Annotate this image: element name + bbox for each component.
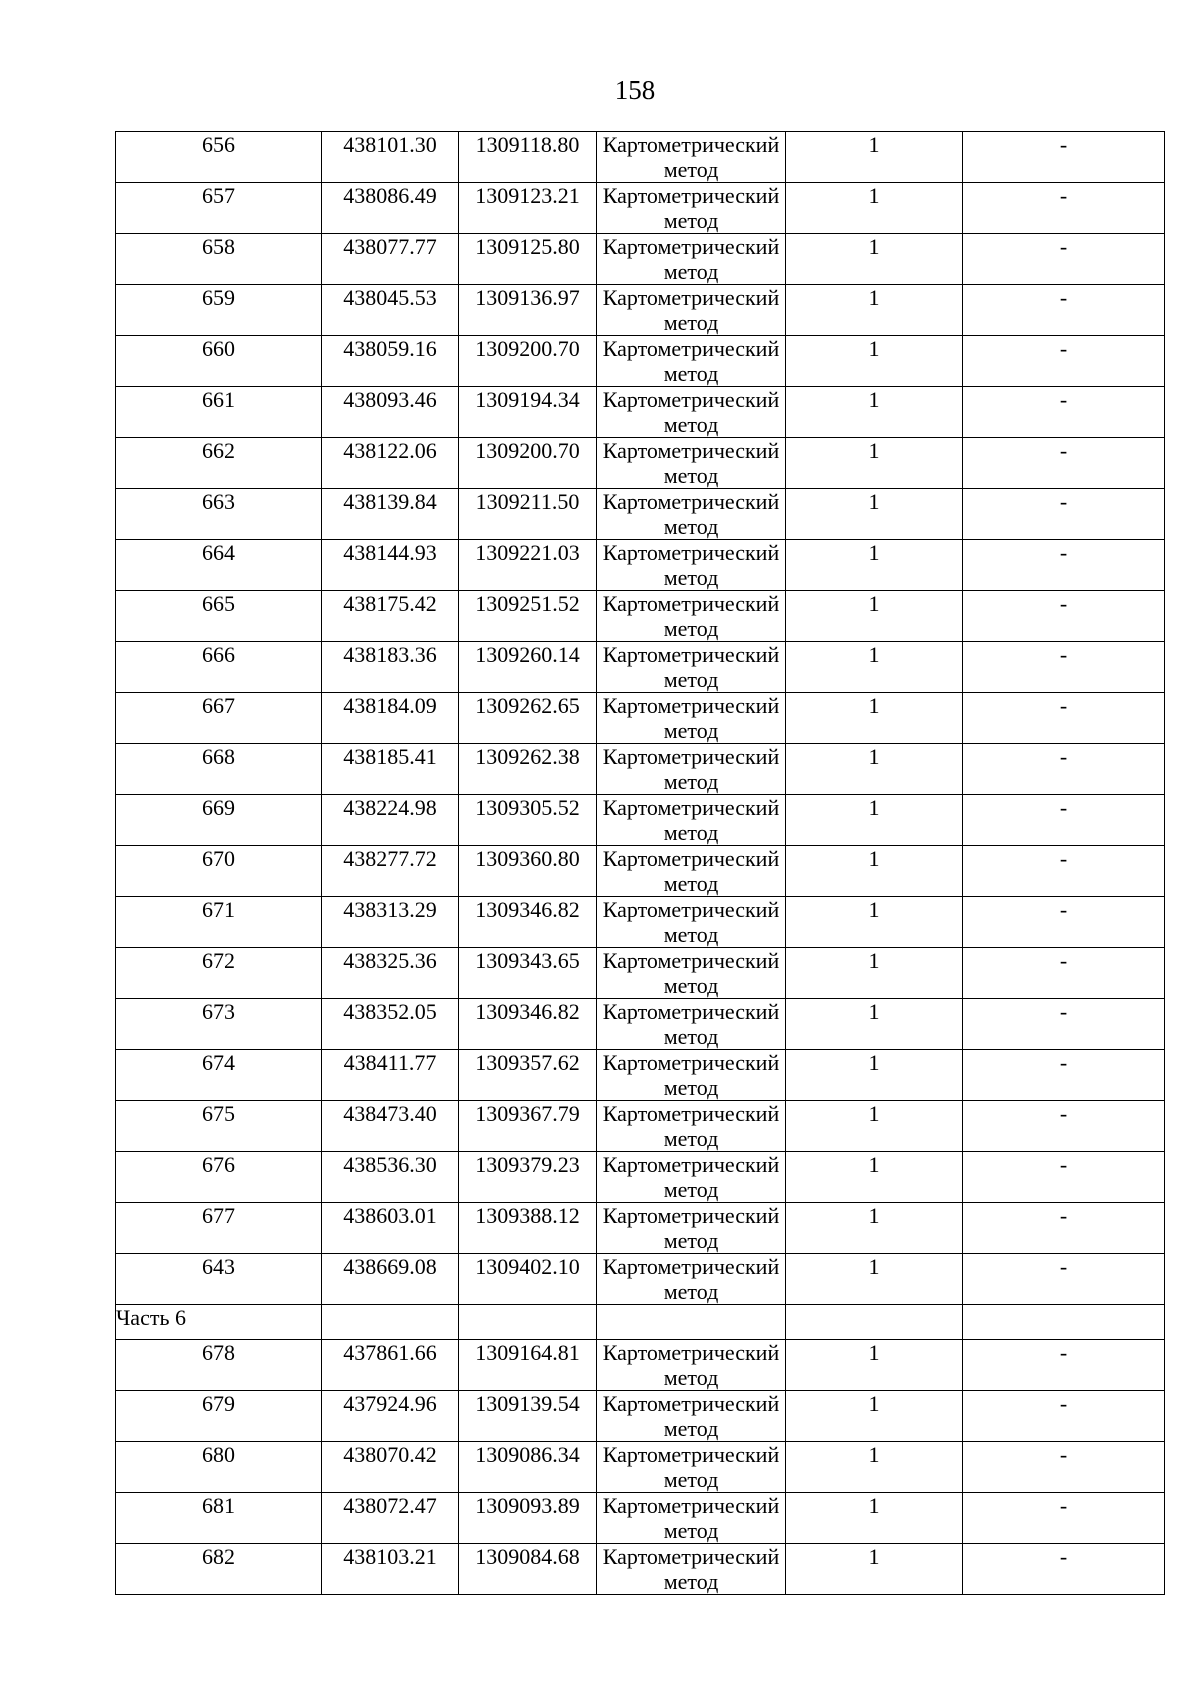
method-cell: Картометрический метод	[597, 1442, 786, 1493]
x-coordinate-cell: 438185.41	[322, 744, 459, 795]
table-row	[116, 489, 1165, 540]
y-coordinate-cell: 1309164.81	[459, 1340, 597, 1391]
table-body	[116, 132, 1165, 1595]
note-cell: -	[963, 642, 1165, 693]
table-row	[116, 948, 1165, 999]
table-row	[116, 591, 1165, 642]
method-cell: Картометрический метод	[597, 285, 786, 336]
x-coordinate-cell: 438183.36	[322, 642, 459, 693]
x-coordinate-cell: 438077.77	[322, 234, 459, 285]
x-coordinate-cell: 438122.06	[322, 438, 459, 489]
x-coordinate-cell: 438086.49	[322, 183, 459, 234]
y-coordinate-cell: 1309343.65	[459, 948, 597, 999]
value-cell: 1	[786, 489, 963, 540]
point-number-cell: 679	[116, 1391, 322, 1442]
note-cell: -	[963, 591, 1165, 642]
y-coordinate-cell: 1309360.80	[459, 846, 597, 897]
table-row	[116, 1391, 1165, 1442]
note-cell: -	[963, 540, 1165, 591]
x-coordinate-cell: 438059.16	[322, 336, 459, 387]
x-coordinate-cell: 438603.01	[322, 1203, 459, 1254]
page-number: 158	[614, 75, 656, 105]
y-coordinate-cell: 1309139.54	[459, 1391, 597, 1442]
y-coordinate-cell: 1309251.52	[459, 591, 597, 642]
y-coordinate-cell: 1309262.65	[459, 693, 597, 744]
table-row	[116, 183, 1165, 234]
value-cell: 1	[786, 591, 963, 642]
point-number-cell: 670	[116, 846, 322, 897]
y-coordinate-cell: 1309125.80	[459, 234, 597, 285]
note-cell: -	[963, 1442, 1165, 1493]
x-coordinate-cell: 438101.30	[322, 132, 459, 183]
table-row	[116, 1254, 1165, 1305]
point-number-cell: 664	[116, 540, 322, 591]
method-cell: Картометрический метод	[597, 999, 786, 1050]
x-coordinate-cell: 438184.09	[322, 693, 459, 744]
y-coordinate-cell: 1309136.97	[459, 285, 597, 336]
point-number-cell: 673	[116, 999, 322, 1050]
y-coordinate-cell: 1309123.21	[459, 183, 597, 234]
table-row	[116, 693, 1165, 744]
method-cell: Картометрический метод	[597, 489, 786, 540]
point-number-cell: 668	[116, 744, 322, 795]
note-cell: -	[963, 897, 1165, 948]
note-cell: -	[963, 1391, 1165, 1442]
method-cell: Картометрический метод	[597, 336, 786, 387]
y-coordinate-cell: 1309093.89	[459, 1493, 597, 1544]
note-cell: -	[963, 438, 1165, 489]
empty-cell	[786, 1305, 963, 1340]
value-cell: 1	[786, 183, 963, 234]
x-coordinate-cell: 438045.53	[322, 285, 459, 336]
point-number-cell: 676	[116, 1152, 322, 1203]
value-cell: 1	[786, 336, 963, 387]
point-number-cell: 666	[116, 642, 322, 693]
method-cell: Картометрический метод	[597, 948, 786, 999]
y-coordinate-cell: 1309260.14	[459, 642, 597, 693]
table-row	[116, 999, 1165, 1050]
table-row	[116, 1152, 1165, 1203]
point-number-cell: 681	[116, 1493, 322, 1544]
table-row	[116, 1203, 1165, 1254]
note-cell: -	[963, 489, 1165, 540]
y-coordinate-cell: 1309086.34	[459, 1442, 597, 1493]
x-coordinate-cell: 438313.29	[322, 897, 459, 948]
value-cell: 1	[786, 846, 963, 897]
table-row	[116, 795, 1165, 846]
method-cell: Картометрический метод	[597, 795, 786, 846]
method-cell: Картометрический метод	[597, 693, 786, 744]
value-cell: 1	[786, 693, 963, 744]
y-coordinate-cell: 1309118.80	[459, 132, 597, 183]
note-cell: -	[963, 1544, 1165, 1595]
y-coordinate-cell: 1309379.23	[459, 1152, 597, 1203]
y-coordinate-cell: 1309200.70	[459, 336, 597, 387]
table-row	[116, 1050, 1165, 1101]
table-row	[116, 540, 1165, 591]
method-cell: Картометрический метод	[597, 642, 786, 693]
method-cell: Картометрический метод	[597, 897, 786, 948]
y-coordinate-cell: 1309367.79	[459, 1101, 597, 1152]
table-row	[116, 132, 1165, 183]
y-coordinate-cell: 1309200.70	[459, 438, 597, 489]
note-cell: -	[963, 1203, 1165, 1254]
method-cell: Картометрический метод	[597, 1493, 786, 1544]
x-coordinate-cell: 437924.96	[322, 1391, 459, 1442]
table-row	[116, 438, 1165, 489]
value-cell: 1	[786, 999, 963, 1050]
value-cell: 1	[786, 132, 963, 183]
x-coordinate-cell: 438072.47	[322, 1493, 459, 1544]
note-cell: -	[963, 999, 1165, 1050]
empty-cell	[597, 1305, 786, 1340]
table-row	[116, 234, 1165, 285]
note-cell: -	[963, 948, 1165, 999]
y-coordinate-cell: 1309305.52	[459, 795, 597, 846]
empty-cell	[963, 1305, 1165, 1340]
point-number-cell: 656	[116, 132, 322, 183]
table-row	[116, 285, 1165, 336]
method-cell: Картометрический метод	[597, 1340, 786, 1391]
point-number-cell: 677	[116, 1203, 322, 1254]
y-coordinate-cell: 1309388.12	[459, 1203, 597, 1254]
y-coordinate-cell: 1309211.50	[459, 489, 597, 540]
x-coordinate-cell: 438536.30	[322, 1152, 459, 1203]
note-cell: -	[963, 336, 1165, 387]
value-cell: 1	[786, 1203, 963, 1254]
section-row	[116, 1305, 1165, 1340]
method-cell: Картометрический метод	[597, 1152, 786, 1203]
table-row	[116, 336, 1165, 387]
method-cell: Картометрический метод	[597, 591, 786, 642]
table-row	[116, 1101, 1165, 1152]
point-number-cell: 675	[116, 1101, 322, 1152]
value-cell: 1	[786, 285, 963, 336]
note-cell: -	[963, 846, 1165, 897]
y-coordinate-cell: 1309346.82	[459, 897, 597, 948]
value-cell: 1	[786, 387, 963, 438]
point-number-cell: 659	[116, 285, 322, 336]
value-cell: 1	[786, 1152, 963, 1203]
x-coordinate-cell: 438103.21	[322, 1544, 459, 1595]
table-row	[116, 387, 1165, 438]
method-cell: Картометрический метод	[597, 387, 786, 438]
value-cell: 1	[786, 234, 963, 285]
note-cell: -	[963, 132, 1165, 183]
note-cell: -	[963, 234, 1165, 285]
method-cell: Картометрический метод	[597, 1101, 786, 1152]
y-coordinate-cell: 1309346.82	[459, 999, 597, 1050]
note-cell: -	[963, 744, 1165, 795]
x-coordinate-cell: 438093.46	[322, 387, 459, 438]
section-label: Часть 6	[116, 1305, 322, 1340]
value-cell: 1	[786, 948, 963, 999]
point-number-cell: 671	[116, 897, 322, 948]
x-coordinate-cell: 438473.40	[322, 1101, 459, 1152]
value-cell: 1	[786, 1050, 963, 1101]
table-row	[116, 1493, 1165, 1544]
method-cell: Картометрический метод	[597, 540, 786, 591]
method-cell: Картометрический метод	[597, 234, 786, 285]
point-number-cell: 665	[116, 591, 322, 642]
x-coordinate-cell: 437861.66	[322, 1340, 459, 1391]
empty-cell	[322, 1305, 459, 1340]
empty-cell	[459, 1305, 597, 1340]
x-coordinate-cell: 438144.93	[322, 540, 459, 591]
method-cell: Картометрический метод	[597, 132, 786, 183]
y-coordinate-cell: 1309262.38	[459, 744, 597, 795]
point-number-cell: 672	[116, 948, 322, 999]
point-number-cell: 678	[116, 1340, 322, 1391]
y-coordinate-cell: 1309084.68	[459, 1544, 597, 1595]
point-number-cell: 662	[116, 438, 322, 489]
note-cell: -	[963, 387, 1165, 438]
value-cell: 1	[786, 744, 963, 795]
method-cell: Картометрический метод	[597, 183, 786, 234]
method-cell: Картометрический метод	[597, 1254, 786, 1305]
value-cell: 1	[786, 1254, 963, 1305]
note-cell: -	[963, 693, 1165, 744]
method-cell: Картометрический метод	[597, 1203, 786, 1254]
x-coordinate-cell: 438175.42	[322, 591, 459, 642]
value-cell: 1	[786, 897, 963, 948]
method-cell: Картометрический метод	[597, 438, 786, 489]
table-row	[116, 1544, 1165, 1595]
x-coordinate-cell: 438669.08	[322, 1254, 459, 1305]
method-cell: Картометрический метод	[597, 846, 786, 897]
point-number-cell: 643	[116, 1254, 322, 1305]
value-cell: 1	[786, 1493, 963, 1544]
x-coordinate-cell: 438277.72	[322, 846, 459, 897]
note-cell: -	[963, 795, 1165, 846]
x-coordinate-cell: 438411.77	[322, 1050, 459, 1101]
y-coordinate-cell: 1309194.34	[459, 387, 597, 438]
x-coordinate-cell: 438070.42	[322, 1442, 459, 1493]
method-cell: Картометрический метод	[597, 1391, 786, 1442]
point-number-cell: 674	[116, 1050, 322, 1101]
y-coordinate-cell: 1309402.10	[459, 1254, 597, 1305]
value-cell: 1	[786, 642, 963, 693]
y-coordinate-cell: 1309357.62	[459, 1050, 597, 1101]
point-number-cell: 680	[116, 1442, 322, 1493]
note-cell: -	[963, 1340, 1165, 1391]
point-number-cell: 663	[116, 489, 322, 540]
note-cell: -	[963, 183, 1165, 234]
value-cell: 1	[786, 438, 963, 489]
table-row	[116, 897, 1165, 948]
note-cell: -	[963, 285, 1165, 336]
value-cell: 1	[786, 540, 963, 591]
note-cell: -	[963, 1101, 1165, 1152]
note-cell: -	[963, 1050, 1165, 1101]
method-cell: Картометрический метод	[597, 744, 786, 795]
point-number-cell: 661	[116, 387, 322, 438]
note-cell: -	[963, 1152, 1165, 1203]
value-cell: 1	[786, 1101, 963, 1152]
table-row	[116, 1340, 1165, 1391]
note-cell: -	[963, 1493, 1165, 1544]
point-number-cell: 682	[116, 1544, 322, 1595]
table-row	[116, 744, 1165, 795]
value-cell: 1	[786, 1391, 963, 1442]
table-row	[116, 1442, 1165, 1493]
table-row	[116, 642, 1165, 693]
x-coordinate-cell: 438224.98	[322, 795, 459, 846]
note-cell: -	[963, 1254, 1165, 1305]
point-number-cell: 669	[116, 795, 322, 846]
point-number-cell: 667	[116, 693, 322, 744]
x-coordinate-cell: 438352.05	[322, 999, 459, 1050]
x-coordinate-cell: 438139.84	[322, 489, 459, 540]
y-coordinate-cell: 1309221.03	[459, 540, 597, 591]
x-coordinate-cell: 438325.36	[322, 948, 459, 999]
value-cell: 1	[786, 1340, 963, 1391]
point-number-cell: 660	[116, 336, 322, 387]
point-number-cell: 658	[116, 234, 322, 285]
table-row	[116, 846, 1165, 897]
value-cell: 1	[786, 1544, 963, 1595]
method-cell: Картометрический метод	[597, 1050, 786, 1101]
coordinates-table	[115, 131, 1165, 1595]
value-cell: 1	[786, 795, 963, 846]
method-cell: Картометрический метод	[597, 1544, 786, 1595]
point-number-cell: 657	[116, 183, 322, 234]
value-cell: 1	[786, 1442, 963, 1493]
